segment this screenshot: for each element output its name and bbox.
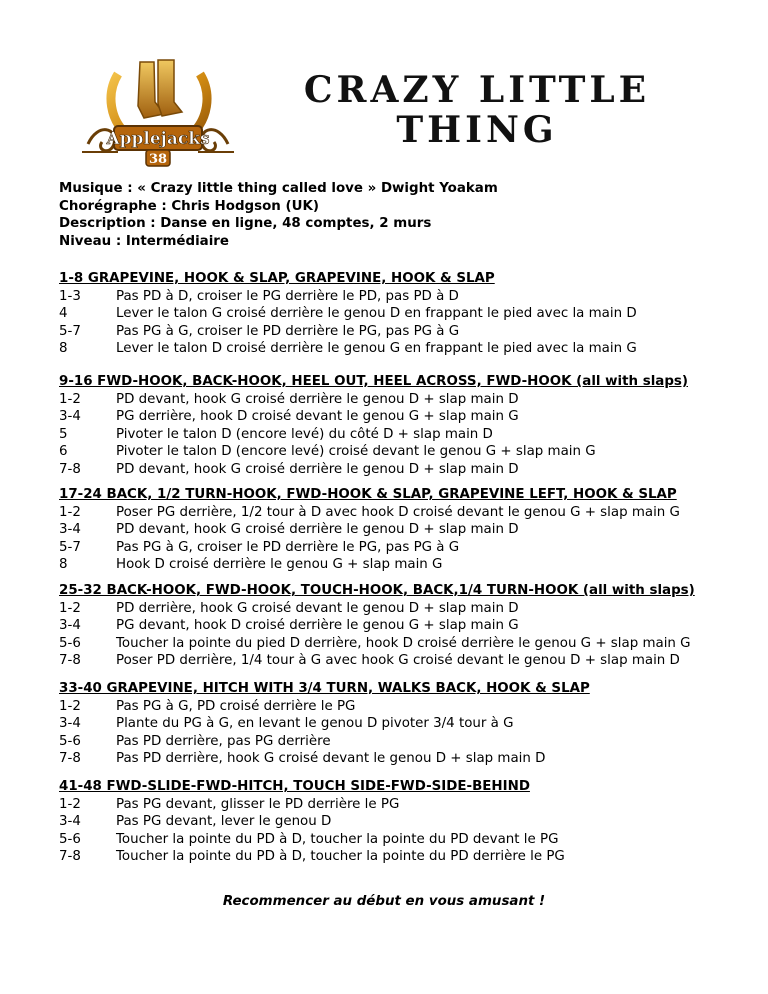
step-row	[59, 391, 688, 409]
step-description: PG derrière, hook D croisé devant le genou G + slap main G	[116, 409, 519, 425]
section-1	[59, 270, 637, 358]
step-count: 1-2	[59, 796, 81, 812]
step-row	[59, 461, 688, 479]
step-description: Toucher la pointe du PD à D, toucher la pointe du PD devant le PG	[116, 831, 559, 847]
step-count: 3-4	[59, 618, 81, 634]
dance-info	[59, 180, 498, 250]
section-title: 9-16 FWD-HOOK, BACK-HOOK, HEEL OUT, HEEL ACROSS, FWD-HOOK (all with slaps)	[59, 374, 688, 389]
step-row	[59, 796, 565, 814]
section-title: 41-48 FWD-SLIDE-FWD-HITCH, TOUCH SIDE-FWD-SIDE-BEHIND	[59, 779, 530, 794]
section-3	[59, 486, 680, 574]
step-description: Poser PG derrière, 1/2 tour à D avec hook D croisé devant le genou G + slap main G	[116, 504, 680, 520]
step-row	[59, 340, 637, 358]
step-row	[59, 813, 565, 831]
step-row	[59, 556, 680, 574]
section-4	[59, 582, 695, 670]
choreographer-line: Chorégraphe : Chris Hodgson (UK)	[59, 198, 319, 214]
step-count: 4	[59, 306, 68, 322]
step-count: 7-8	[59, 751, 81, 767]
level-line: Niveau : Intermédiaire	[59, 233, 229, 249]
step-description: Pas PG devant, lever le genou D	[116, 814, 332, 830]
step-row	[59, 521, 680, 539]
step-count: 1-2	[59, 698, 81, 714]
step-row	[59, 698, 590, 716]
step-description: PD derrière, hook G croisé devant le genou D + slap main D	[116, 600, 519, 616]
step-row	[59, 426, 688, 444]
step-row	[59, 831, 565, 849]
step-row	[59, 617, 695, 635]
section-title: 25-32 BACK-HOOK, FWD-HOOK, TOUCH-HOOK, BACK,1/4 TURN-HOOK (all with slaps)	[59, 583, 695, 598]
step-description: PD devant, hook G croisé derrière le genou D + slap main D	[116, 391, 519, 407]
step-description: Pas PG devant, glisser le PD derrière le PG	[116, 796, 400, 812]
title-line-2: THING	[396, 109, 558, 151]
step-count: 3-4	[59, 716, 81, 732]
step-count: 7-8	[59, 849, 81, 865]
step-description: Pivoter le talon D (encore levé) du côté D + slap main D	[116, 426, 493, 442]
step-row	[59, 635, 695, 653]
step-description: Poser PD derrière, 1/4 tour à G avec hook G croisé devant le genou D + slap main D	[116, 653, 680, 669]
step-count: 8	[59, 341, 68, 357]
step-description: PD devant, hook G croisé derrière le genou D + slap main D	[116, 522, 519, 538]
applejacks-logo	[78, 52, 238, 180]
step-row	[59, 443, 688, 461]
step-description: PD devant, hook G croisé derrière le genou D + slap main D	[116, 461, 519, 477]
section-title: 1-8 GRAPEVINE, HOOK & SLAP, GRAPEVINE, HOOK & SLAP	[59, 271, 495, 286]
step-row	[59, 715, 590, 733]
svg-text:Applejacks: Applejacks	[106, 129, 210, 149]
step-description: Lever le talon D croisé derrière le genou G en frappant le pied avec la main G	[116, 341, 637, 357]
step-row	[59, 539, 680, 557]
step-count: 1-3	[59, 288, 81, 304]
step-row	[59, 408, 688, 426]
step-description: Pas PD derrière, pas PG derrière	[116, 733, 331, 749]
step-row	[59, 323, 637, 341]
step-description: Pas PG à G, croiser le PD derrière le PG, pas PG à G	[116, 539, 460, 555]
step-count: 5-6	[59, 635, 81, 651]
step-count: 5	[59, 426, 68, 442]
page-title	[262, 70, 692, 150]
step-count: 7-8	[59, 653, 81, 669]
step-row	[59, 848, 565, 866]
section-6	[59, 778, 565, 866]
step-row	[59, 733, 590, 751]
step-description: PG devant, hook D croisé derrière le genou G + slap main G	[116, 618, 519, 634]
step-count: 3-4	[59, 814, 81, 830]
step-row	[59, 652, 695, 670]
step-description: Pas PG à G, PD croisé derrière le PG	[116, 698, 356, 714]
svg-text:38: 38	[148, 152, 168, 167]
step-row	[59, 504, 680, 522]
step-description: Lever le talon G croisé derrière le genou D en frappant le pied avec la main D	[116, 306, 637, 322]
step-description: Pas PG à G, croiser le PD derrière le PG, pas PG à G	[116, 323, 460, 339]
step-description: Pivoter le talon D (encore levé) croisé devant le genou G + slap main G	[116, 444, 596, 460]
step-count: 5-7	[59, 539, 81, 555]
step-description: Pas PD à D, croiser le PG derrière le PD, pas PD à D	[116, 288, 459, 304]
section-title: 17-24 BACK, 1/2 TURN-HOOK, FWD-HOOK & SLAP, GRAPEVINE LEFT, HOOK & SLAP	[59, 487, 677, 502]
section-2	[59, 373, 688, 479]
step-description: Toucher la pointe du PD à D, toucher la pointe du PD derrière le PG	[116, 849, 565, 865]
step-count: 5-6	[59, 733, 81, 749]
step-count: 5-6	[59, 831, 81, 847]
step-count: 7-8	[59, 461, 81, 477]
description-line: Description : Danse en ligne, 48 comptes, 2 murs	[59, 216, 432, 232]
section-5	[59, 680, 590, 768]
section-title: 33-40 GRAPEVINE, HITCH WITH 3/4 TURN, WALKS BACK, HOOK & SLAP	[59, 681, 590, 696]
music-line: Musique : « Crazy little thing called love » Dwight Yoakam	[59, 181, 498, 196]
title-line-1: CRAZY LITTLE	[303, 69, 651, 111]
step-description: Hook D croisé derrière le genou G + slap main G	[116, 557, 443, 573]
step-description: Toucher la pointe du pied D derrière, hook D croisé derrière le genou G + slap main G	[116, 635, 691, 651]
step-count: 3-4	[59, 409, 81, 425]
step-row	[59, 600, 695, 618]
closing-note: Recommencer au début en vous amusant !	[222, 894, 546, 909]
step-count: 6	[59, 444, 68, 460]
step-count: 1-2	[59, 391, 81, 407]
step-count: 1-2	[59, 600, 81, 616]
step-description: Pas PD derrière, hook G croisé devant le genou D + slap main D	[116, 751, 546, 767]
step-description: Plante du PG à G, en levant le genou D pivoter 3/4 tour à G	[116, 716, 514, 732]
step-count: 8	[59, 557, 68, 573]
step-count: 3-4	[59, 522, 81, 538]
step-row	[59, 305, 637, 323]
step-count: 1-2	[59, 504, 81, 520]
step-count: 5-7	[59, 323, 81, 339]
step-row	[59, 288, 637, 306]
step-row	[59, 750, 590, 768]
